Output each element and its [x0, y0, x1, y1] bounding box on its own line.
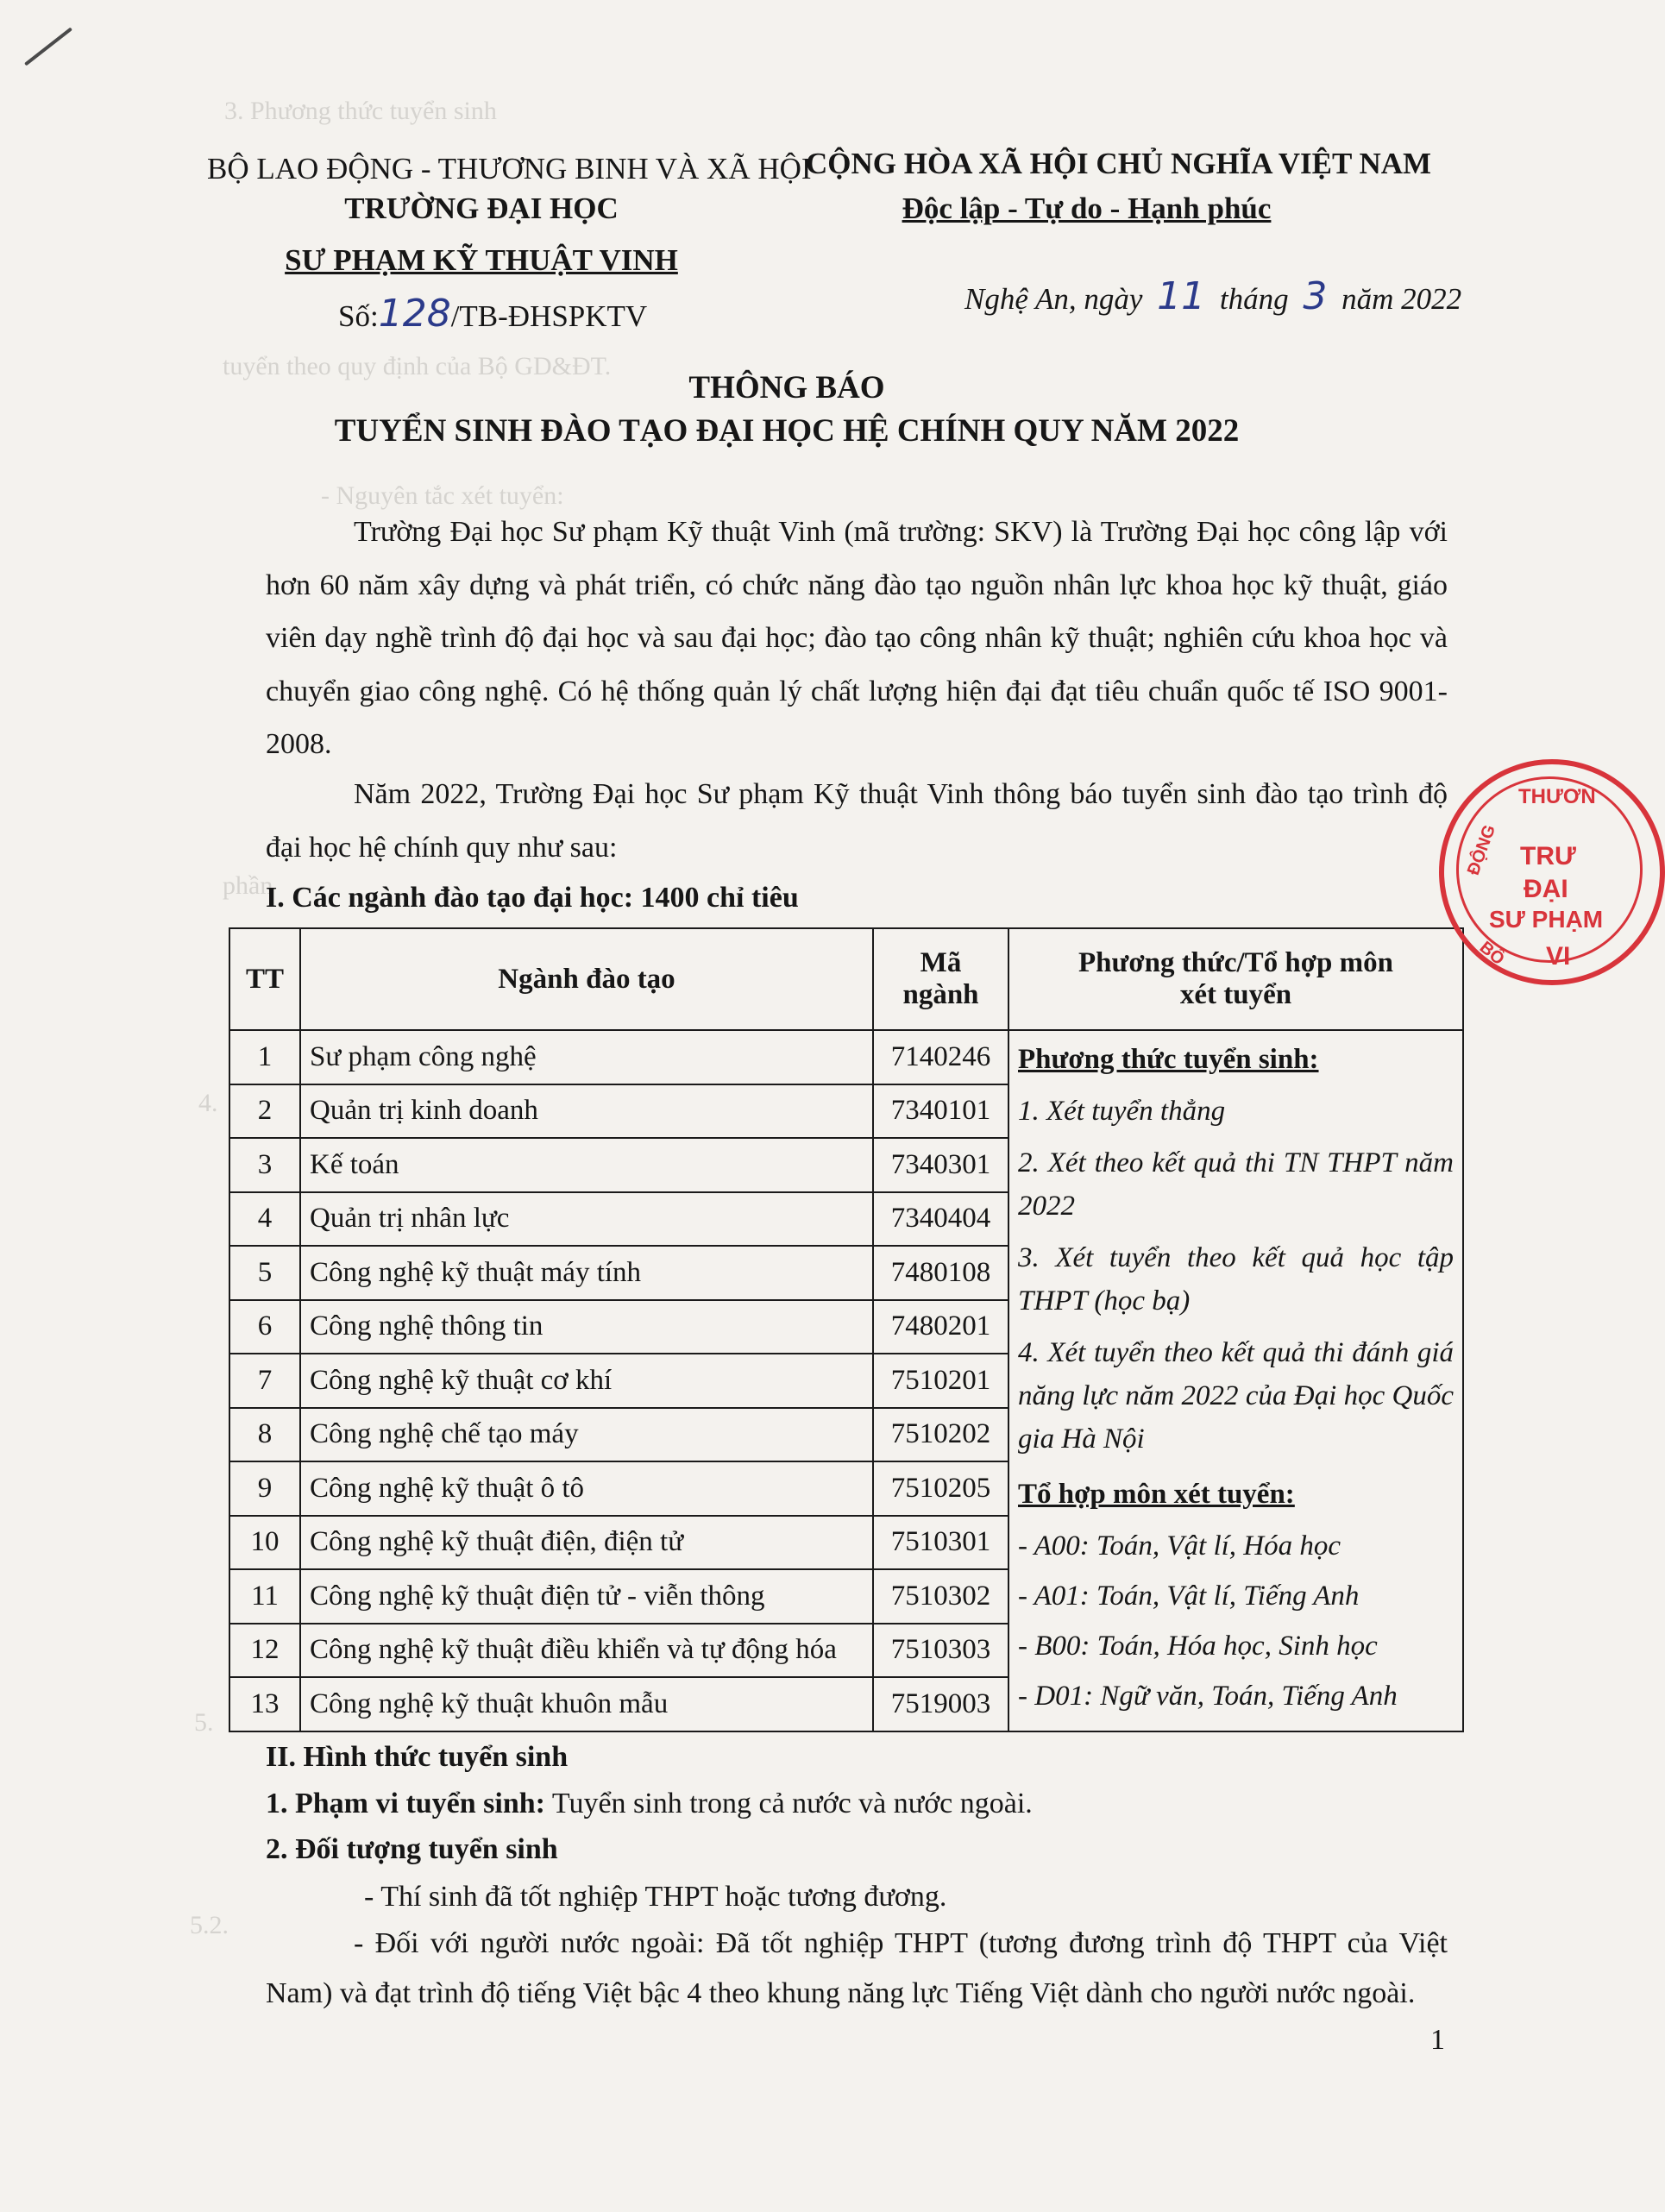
subjects-heading: Tổ hợp môn xét tuyển: — [1018, 1479, 1295, 1510]
method-item: 3. Xét tuyển theo kết quả học tập THPT (học bạ) — [1018, 1242, 1454, 1317]
row-tt: 2 — [229, 1084, 300, 1139]
date-prefix: Nghệ An, ngày — [964, 282, 1143, 316]
row-major-name: Công nghệ kỹ thuật cơ khí — [300, 1354, 873, 1408]
row-tt: 4 — [229, 1192, 300, 1247]
bleed-through: phần — [223, 871, 273, 900]
target-item-1: - Thí sinh đã tốt nghiệp THPT hoặc tương đương. — [364, 1881, 947, 1913]
row-major-code: 7480201 — [873, 1300, 1008, 1354]
methods-cell — [1008, 1030, 1463, 1731]
row-major-name: Kế toán — [300, 1138, 873, 1192]
row-tt: 10 — [229, 1516, 300, 1570]
method-item: 2. Xét theo kết quả thi TN THPT năm 2022 — [1018, 1147, 1454, 1222]
row-major-code: 7510205 — [873, 1461, 1008, 1516]
date-day-handwritten: 11 — [1157, 274, 1206, 318]
scope-line — [266, 1788, 1033, 1820]
school-name-line1: TRƯỜNG ĐẠI HỌC — [344, 192, 619, 225]
row-major-code: 7510302 — [873, 1569, 1008, 1624]
page-number: 1 — [1430, 2024, 1445, 2056]
section-2-heading: II. Hình thức tuyển sinh — [266, 1741, 569, 1773]
row-tt: 13 — [229, 1677, 300, 1731]
row-major-code: 7340404 — [873, 1192, 1008, 1247]
document-number — [338, 292, 647, 336]
row-tt: 11 — [229, 1569, 300, 1624]
header-tt: TT — [229, 928, 300, 1030]
official-seal — [1439, 759, 1665, 985]
section-1-heading: I. Các ngành đào tạo đại học: 1400 chỉ tiêu — [266, 882, 799, 914]
header-code-line2: ngành — [902, 979, 979, 1010]
seal-text-line3: SƯ PHẠM — [1489, 906, 1604, 933]
subject-combo-item: - B00: Toán, Hóa học, Sinh học — [1018, 1631, 1378, 1662]
notice-subtitle: TUYỂN SINH ĐÀO TẠO ĐẠI HỌC HỆ CHÍNH QUY NĂM 2022 — [334, 413, 1240, 449]
doc-no-handwritten: 128 — [378, 292, 451, 336]
seal-text-arc: THƯƠN — [1518, 785, 1596, 808]
row-major-code: 7510201 — [873, 1354, 1008, 1408]
seal-text-line1: TRƯ — [1520, 842, 1576, 870]
row-tt: 7 — [229, 1354, 300, 1408]
row-major-name: Quản trị kinh doanh — [300, 1084, 873, 1139]
date-suffix: năm 2022 — [1341, 282, 1462, 316]
row-major-name: Quản trị nhân lực — [300, 1192, 873, 1247]
school-name-line2: SƯ PHẠM KỸ THUẬT VINH — [285, 243, 678, 277]
bleed-through: 3. Phương thức tuyển sinh — [224, 97, 497, 125]
header-code-line1: Mã — [920, 947, 962, 978]
row-major-name: Công nghệ kỹ thuật khuôn mẫu — [300, 1677, 873, 1731]
method-item: 1. Xét tuyển thẳng — [1018, 1096, 1226, 1127]
bleed-through: tuyển theo quy định của Bộ GD&ĐT. — [223, 352, 612, 380]
seal-text-left: ĐỘNG — [1463, 822, 1500, 878]
bleed-through: 4. — [198, 1089, 218, 1117]
row-tt: 12 — [229, 1624, 300, 1678]
row-major-name: Công nghệ kỹ thuật máy tính — [300, 1246, 873, 1300]
methods-heading: Phương thức tuyển sinh: — [1018, 1044, 1319, 1075]
table-row — [229, 1030, 1463, 1084]
row-major-name: Sư phạm công nghệ — [300, 1030, 873, 1084]
row-tt: 3 — [229, 1138, 300, 1192]
scope-label: 1. Phạm vi tuyển sinh: — [266, 1788, 545, 1819]
seal-text-line4: VI — [1546, 942, 1571, 971]
target-item-2: - Đối với người nước ngoài: Đã tốt nghiệp THPT (tương đương trình độ THPT của Việt Nam) và đạt trình độ tiếng Việt bậc 4 theo khung năng lực Tiếng Việt dành cho người nước ngoài. — [266, 1927, 1448, 2009]
republic-name: CỘNG HÒA XÃ HỘI CHỦ NGHĨA VIỆT NAM — [806, 147, 1432, 180]
header-major-code — [873, 928, 1008, 1030]
ministry-name: BỘ LAO ĐỘNG - THƯƠNG BINH VÀ XÃ HỘI — [207, 152, 812, 185]
row-tt: 6 — [229, 1300, 300, 1354]
row-tt: 9 — [229, 1461, 300, 1516]
table-header-row — [229, 928, 1463, 1030]
row-major-name: Công nghệ kỹ thuật điện, điện tử — [300, 1516, 873, 1570]
subject-combo-item: - D01: Ngữ văn, Toán, Tiếng Anh — [1018, 1681, 1398, 1712]
row-tt: 8 — [229, 1408, 300, 1462]
seal-text-bottom: BỘ — [1475, 938, 1508, 970]
date-month-handwritten: 3 — [1303, 274, 1328, 318]
bleed-through: - Nguyên tắc xét tuyển: — [321, 481, 564, 510]
subject-combo-item: - A00: Toán, Vật lí, Hóa học — [1018, 1530, 1341, 1562]
national-motto — [806, 192, 1367, 226]
row-major-code: 7340301 — [873, 1138, 1008, 1192]
row-major-name: Công nghệ kỹ thuật điều khiển và tự động hóa — [300, 1624, 873, 1678]
row-major-name: Công nghệ kỹ thuật ô tô — [300, 1461, 873, 1516]
intro-paragraph-1: Trường Đại học Sư phạm Kỹ thuật Vinh (mã trường: SKV) là Trường Đại học công lập với hơn 60 năm xây dựng và phát triển, có chức năng đào tạo nguồn nhân lực khoa học kỹ thuật, giáo viên dạy nghề trình độ đại học và sau đại học; đào tạo công nhân kỹ thuật; nghiên cứu khoa học và chuyển giao công nghệ. Có hệ thống quản lý chất lượng hiện đại đạt tiêu chuẩn quốc tế ISO 9001-2008. — [266, 516, 1448, 760]
doc-no-prefix: Số: — [338, 299, 379, 333]
header-method-line2: xét tuyển — [1179, 979, 1292, 1010]
row-major-name: Công nghệ thông tin — [300, 1300, 873, 1354]
row-major-code: 7140246 — [873, 1030, 1008, 1084]
majors-table — [229, 927, 1464, 1732]
doc-no-suffix: /TB-ĐHSPKTV — [450, 299, 648, 333]
row-major-code: 7480108 — [873, 1246, 1008, 1300]
row-major-name: Công nghệ kỹ thuật điện tử - viễn thông — [300, 1569, 873, 1624]
date-mid: tháng — [1219, 282, 1289, 316]
target-heading: 2. Đối tượng tuyển sinh — [266, 1833, 558, 1865]
motto-text: Độc lập - Tự do - Hạnh phúc — [902, 192, 1272, 225]
row-major-code: 7510202 — [873, 1408, 1008, 1462]
row-major-code: 7510303 — [873, 1624, 1008, 1678]
row-tt: 5 — [229, 1246, 300, 1300]
header-major-name: Ngành đào tạo — [300, 928, 873, 1030]
notice-title: THÔNG BÁO — [688, 370, 885, 405]
seal-text-line2: ĐẠI — [1524, 875, 1568, 903]
pen-mark — [24, 27, 72, 66]
header-method — [1008, 928, 1463, 1030]
bleed-through: 5.2. — [190, 1911, 229, 1939]
method-item: 4. Xét tuyển theo kết quả thi đánh giá năng lực năm 2022 của Đại học Quốc gia Hà Nội — [1018, 1337, 1454, 1455]
scope-text: Tuyển sinh trong cả nước và nước ngoài. — [545, 1788, 1033, 1819]
bleed-through: 5. — [194, 1708, 214, 1737]
row-major-code: 7510301 — [873, 1516, 1008, 1570]
row-major-name: Công nghệ chế tạo máy — [300, 1408, 873, 1462]
subject-combo-item: - A01: Toán, Vật lí, Tiếng Anh — [1018, 1580, 1360, 1612]
row-tt: 1 — [229, 1030, 300, 1084]
issue-date — [964, 274, 1461, 318]
row-major-code: 7519003 — [873, 1677, 1008, 1731]
header-method-line1: Phương thức/Tổ hợp môn — [1078, 947, 1393, 978]
row-major-code: 7340101 — [873, 1084, 1008, 1139]
intro-paragraph-2: Năm 2022, Trường Đại học Sư phạm Kỹ thuật Vinh thông báo tuyển sinh đào tạo trình độ đại học hệ chính quy như sau: — [266, 778, 1448, 864]
